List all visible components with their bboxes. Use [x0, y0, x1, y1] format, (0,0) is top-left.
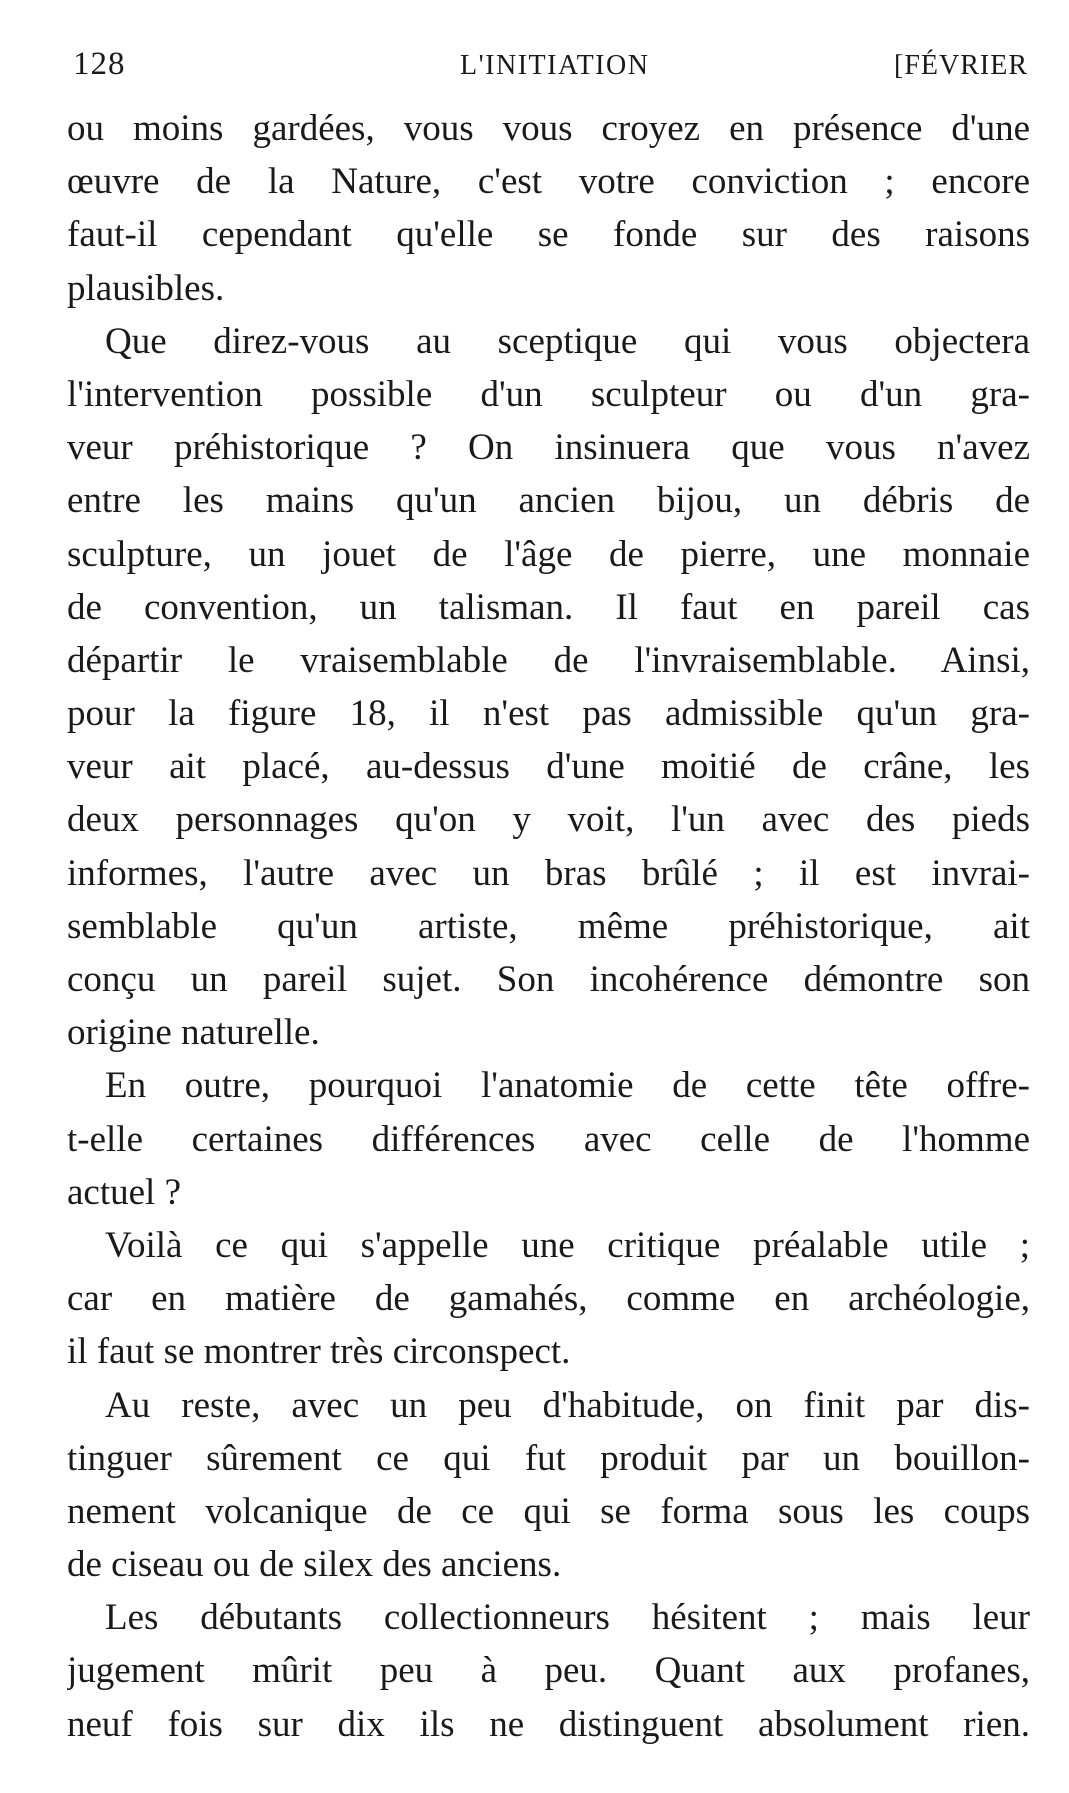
text-line: œuvre de la Nature, c'est votre conviction ; encore	[67, 161, 1030, 203]
paragraph	[67, 1059, 1030, 1219]
text-line: l'intervention possible d'un sculpteur ou d'un gra-	[67, 373, 1030, 415]
paragraph	[67, 102, 1030, 315]
paragraph	[67, 315, 1030, 1060]
text-line: informes, l'autre avec un bras brûlé ; il est invrai-	[67, 852, 1030, 894]
text-line: car en matière de gamahés, comme en archéologie,	[67, 1278, 1030, 1320]
paragraph	[67, 1591, 1030, 1751]
text-line: départir le vraisemblable de l'invraisemblable. Ainsi,	[67, 639, 1030, 681]
text-line: veur préhistorique ? On insinuera que vous n'avez	[67, 427, 1030, 469]
month-label: [FÉVRIER	[894, 50, 1028, 81]
text-line: Les débutants collectionneurs hésitent ; mais leur	[105, 1597, 1030, 1639]
page-number: 128	[73, 46, 126, 82]
text-line: nement volcanique de ce qui se forma sous les coups	[67, 1490, 1030, 1532]
body-text	[67, 102, 1030, 1751]
text-line: plausibles.	[67, 267, 225, 309]
text-line: neuf fois sur dix ils ne distinguent absolument rien.	[67, 1703, 1030, 1745]
text-line: conçu un pareil sujet. Son incohérence démontre son	[67, 959, 1030, 1000]
text-line: actuel ?	[67, 1171, 181, 1213]
text-line: tinguer sûrement ce qui fut produit par un bouillon-	[67, 1437, 1030, 1479]
text-line: origine naturelle.	[67, 1012, 320, 1054]
text-line: ou moins gardées, vous vous croyez en présence d'une	[67, 108, 1030, 149]
text-line: t-elle certaines différences avec celle de l'homme	[67, 1118, 1030, 1160]
text-line: Voilà ce qui s'appelle une critique préalable utile ;	[105, 1224, 1030, 1266]
text-line: il faut se montrer très circonspect.	[67, 1331, 571, 1373]
text-line: entre les mains qu'un ancien bijou, un débris de	[67, 480, 1030, 522]
text-line: Que direz-vous au sceptique qui vous objectera	[105, 320, 1030, 362]
text-line: semblable qu'un artiste, même préhistorique, ait	[67, 905, 1030, 947]
paragraph	[67, 1379, 1030, 1592]
text-line: jugement mûrit peu à peu. Quant aux profanes,	[67, 1650, 1030, 1692]
text-line: pour la figure 18, il n'est pas admissible qu'un gra-	[67, 693, 1030, 735]
paragraph	[67, 1219, 1030, 1379]
text-line: de ciseau ou de silex des anciens.	[67, 1544, 562, 1586]
text-line: En outre, pourquoi l'anatomie de cette tête offre-	[105, 1065, 1030, 1107]
text-line: faut-il cependant qu'elle se fonde sur des raisons	[67, 214, 1030, 256]
text-line: veur ait placé, au-dessus d'une moitié de crâne, les	[67, 746, 1030, 788]
journal-title: L'INITIATION	[460, 50, 650, 81]
running-head	[67, 44, 1030, 84]
text-line: deux personnages qu'on y voit, l'un avec des pieds	[67, 799, 1030, 841]
text-line: Au reste, avec un peu d'habitude, on finit par dis-	[105, 1384, 1030, 1426]
text-line: de convention, un talisman. Il faut en pareil cas	[67, 586, 1030, 628]
text-line: sculpture, un jouet de l'âge de pierre, une monnaie	[67, 533, 1030, 575]
